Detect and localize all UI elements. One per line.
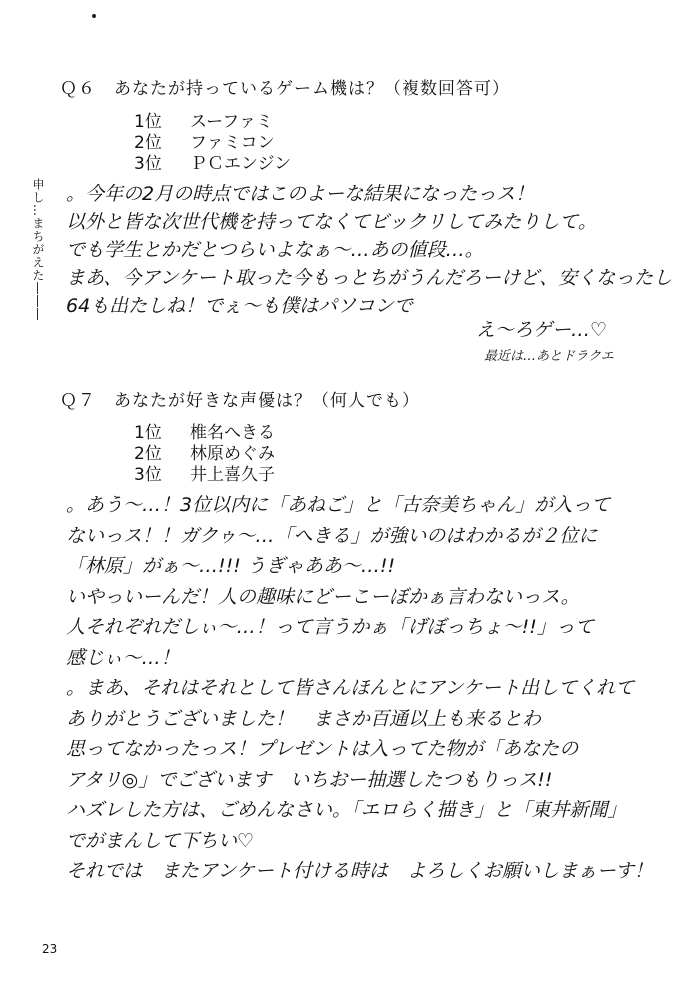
q7-ranking-list [134, 423, 275, 486]
q6-handwritten-comment [66, 180, 672, 320]
rank-name: 林原めぐみ [190, 444, 275, 464]
comment-line: ハズレした方は、ごめんなさい。「エロらく描き」と「東丼新聞」 [66, 799, 627, 821]
q7-rank-row [134, 444, 275, 465]
comment-line: アタリ◎」でございます いちおー抽選したつもりっス!! [66, 768, 553, 791]
q6-comment-small-note: 最近は…あとドラクエ [484, 349, 614, 364]
q7-rank-row [134, 423, 275, 444]
rank-position: 1位 [134, 423, 162, 443]
comment-line: ありがとうございました！ まさか百通以上も来るとわ [66, 707, 542, 730]
comment-line: まあ、今アンケート取った今もっとちがうんだろーけど、安くなったし [66, 267, 673, 289]
q7-handwritten-comment [66, 490, 653, 887]
comment-line: でがまんして下ちい♡ [66, 829, 255, 852]
comment-line: 感じぃ～…！ [66, 646, 180, 669]
q7-title: Ｑ７ あなたが好きな声優は？（何人でも） [60, 391, 420, 411]
q6-ranking-list [134, 112, 291, 175]
page-number: 23 [42, 942, 58, 956]
q6-rank-row [134, 133, 291, 154]
comment-line: でも学生とかだとつらいよなぁ～…あの値段…。 [66, 239, 484, 261]
rank-position: 2位 [134, 444, 162, 464]
rank-name: ファミコン [190, 133, 275, 153]
q6-side-note: 申し…まちがえた――― [31, 178, 45, 321]
rank-name: 椎名へきる [190, 423, 275, 443]
q6-rank-row [134, 112, 291, 133]
q6-rank-row [134, 154, 291, 175]
rank-name: 井上喜久子 [190, 465, 275, 485]
comment-line: 「林原」がぁ～…!!! うぎゃああ～…!! [66, 555, 396, 577]
comment-line: ないっス！！ガクゥ～…「へきる」が強いのはわかるが２位に [66, 524, 598, 547]
comment-line: 思ってなかったっス！プレゼントは入ってた物が「あなたの [66, 738, 579, 760]
rank-position: 3位 [134, 465, 162, 485]
comment-line: それでは またアンケート付ける時は よろしくお願いしまぁーす！ [66, 860, 653, 882]
comment-line: 。あう～…！3位以内に「あねご」と「古奈美ちゃん」が入って [66, 494, 611, 516]
rank-name: スーファミ [190, 112, 273, 132]
q7-rank-row [134, 465, 275, 486]
rank-position: 2位 [134, 133, 162, 153]
comment-line: いやっいーんだ！人の趣味にどーこーぼかぁ言わないっス。 [66, 585, 580, 608]
q6-comment-end: え～ろゲー…♡ [476, 319, 608, 341]
rank-position: 3位 [134, 154, 162, 174]
comment-line: 。まあ、それはそれとして皆さんほんとにアンケート出してくれて [66, 677, 635, 699]
q6-title: Ｑ６ あなたが持っているゲーム機は？（複数回答可） [60, 79, 510, 99]
comment-line: 。今年の2月の時点ではこのよーな結果になったっス！ [66, 183, 535, 205]
stray-dot [92, 14, 96, 18]
comment-line: 64も出たしね！でぇ～も僕はパソコンで [66, 295, 413, 317]
rank-name: ＰＣエンジン [190, 154, 292, 174]
rank-position: 1位 [134, 112, 162, 132]
comment-line: 以外と皆な次世代機を持ってなくてビックリしてみたりして。 [66, 211, 597, 233]
comment-line: 人それぞれだしぃ～…！って言うかぁ「げぼっちょ～!!」って [66, 616, 594, 638]
